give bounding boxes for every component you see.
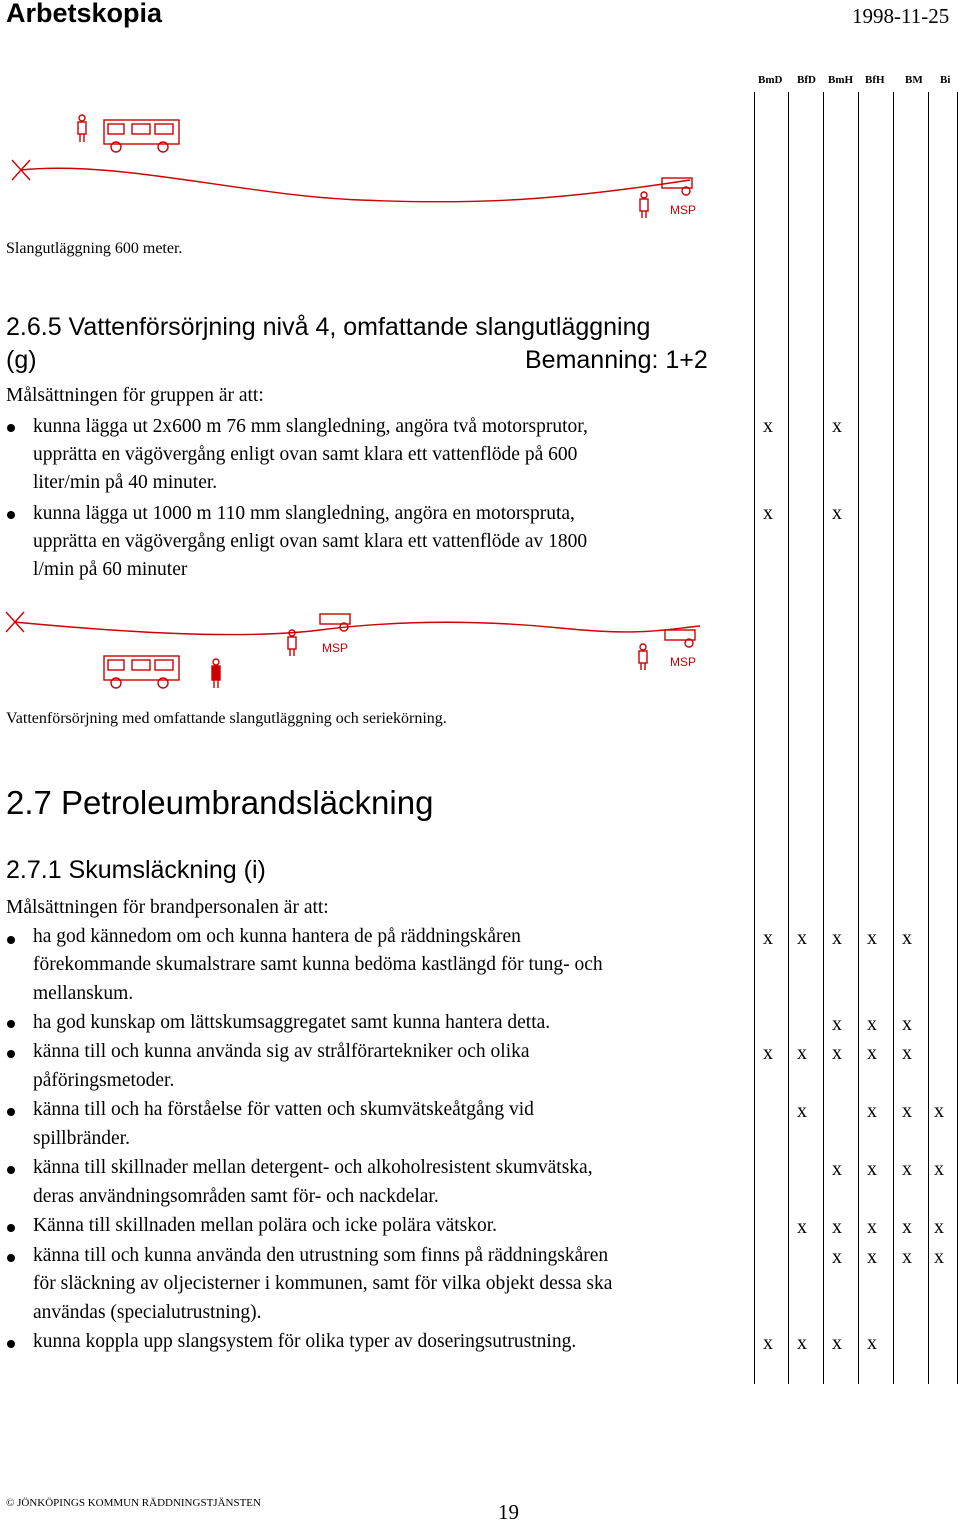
msp-label: MSP	[322, 641, 349, 655]
check-mark: x	[902, 1246, 912, 1268]
goal-intro: Målsättningen för brandpersonalen är att:	[6, 897, 329, 918]
item-text: känna till och ha förståelse för vatten och skumvätskeåtgång vid	[33, 1099, 534, 1120]
check-mark: x	[763, 502, 773, 524]
check-mark: x	[832, 927, 842, 949]
check-mark: x	[867, 1332, 877, 1354]
check-mark: x	[832, 1013, 842, 1035]
bullet	[7, 1254, 15, 1262]
bullet	[7, 1340, 15, 1348]
staffing-label: Bemanning: 1+2	[525, 346, 708, 374]
check-mark: x	[934, 1216, 944, 1238]
check-mark: x	[902, 927, 912, 949]
bullet	[7, 424, 15, 432]
check-mark: x	[832, 1158, 842, 1180]
column-divider	[957, 92, 958, 1384]
item-text: liter/min på 40 minuter.	[33, 472, 218, 493]
column-header-bfh: BfH	[865, 74, 885, 86]
check-mark: x	[867, 1042, 877, 1064]
bullet	[7, 511, 15, 519]
check-mark: x	[867, 1158, 877, 1180]
item-text: kunna lägga ut 1000 m 110 mm slangledning, angöra en motorspruta,	[33, 503, 575, 524]
item-text: l/min på 60 minuter	[33, 559, 188, 580]
check-mark: x	[902, 1042, 912, 1064]
check-mark: x	[797, 1216, 807, 1238]
item-text: deras användningsområden samt för- och nackdelar.	[33, 1186, 439, 1207]
section-heading-suffix: (g)	[6, 346, 37, 374]
check-mark: x	[763, 1042, 773, 1064]
item-text: förekommande skumalstrare samt kunna bedöma kastlängd för tung- och	[33, 954, 603, 975]
item-text: Känna till skillnaden mellan polära och icke polära vätskor.	[33, 1215, 498, 1236]
check-mark: x	[902, 1216, 912, 1238]
document-date: 1998-11-25	[852, 4, 950, 28]
item-text: påföringsmetoder.	[33, 1070, 175, 1091]
check-mark: x	[763, 927, 773, 949]
column-divider	[823, 92, 824, 1384]
check-mark: x	[934, 1246, 944, 1268]
column-divider	[754, 92, 755, 1384]
section-heading: 2.7.1 Skumsläckning (i)	[6, 856, 266, 884]
check-mark: x	[934, 1158, 944, 1180]
item-text: mellanskum.	[33, 983, 134, 1004]
check-mark: x	[902, 1158, 912, 1180]
check-mark: x	[832, 1216, 842, 1238]
item-text: känna till och kunna använda den utrustning som finns på räddningskåren	[33, 1245, 609, 1266]
check-mark: x	[797, 1332, 807, 1354]
check-mark: x	[832, 1042, 842, 1064]
series-pumping-diagram	[0, 600, 740, 700]
bullet	[7, 1020, 15, 1028]
check-mark: x	[832, 502, 842, 524]
footer-organization: © JÖNKÖPINGS KOMMUN RÄDDNINGSTJÄNSTEN	[6, 1497, 261, 1509]
msp-label: MSP	[670, 203, 697, 217]
document-title: Arbetskopia	[6, 0, 163, 28]
item-text: upprätta en vägövergång enligt ovan samt klara ett vattenflöde av 1800	[33, 531, 588, 552]
item-text: ha god kännedom om och kunna hantera de på räddningskåren	[33, 926, 521, 947]
check-mark: x	[832, 1246, 842, 1268]
check-mark: x	[902, 1013, 912, 1035]
check-mark: x	[763, 415, 773, 437]
hose-layout-diagram	[0, 100, 740, 330]
chapter-heading: 2.7 Petroleumbrandsläckning	[6, 784, 434, 821]
section-heading: 2.6.5 Vattenförsörjning nivå 4, omfattande slangutläggning	[6, 313, 651, 341]
check-mark: x	[867, 927, 877, 949]
check-mark: x	[934, 1100, 944, 1122]
goal-intro: Målsättningen för gruppen är att:	[6, 385, 264, 406]
column-header-bi: Bi	[940, 74, 951, 86]
item-text: känna till och kunna använda sig av strålförartekniker och olika	[33, 1041, 530, 1062]
bullet	[7, 936, 15, 944]
item-text: ha god kunskap om lättskumsaggregatet samt kunna hantera detta.	[33, 1012, 551, 1033]
check-mark: x	[867, 1013, 877, 1035]
check-mark: x	[867, 1100, 877, 1122]
check-mark: x	[902, 1100, 912, 1122]
check-mark: x	[832, 1332, 842, 1354]
item-text: känna till skillnader mellan detergent- och alkoholresistent skumvätska,	[33, 1157, 593, 1178]
page-number: 19	[498, 1500, 519, 1524]
item-text: spillbränder.	[33, 1128, 130, 1149]
item-text: för släckning av oljecisterner i kommunen, samt för vilka objekt dessa ska	[33, 1273, 613, 1294]
bullet	[7, 1166, 15, 1174]
check-mark: x	[867, 1246, 877, 1268]
msp-label: MSP	[670, 655, 697, 669]
check-mark: x	[867, 1216, 877, 1238]
item-text: användas (specialutrustning).	[33, 1302, 262, 1323]
column-header-bfd: BfD	[797, 74, 816, 86]
check-mark: x	[832, 415, 842, 437]
check-mark: x	[763, 1332, 773, 1354]
column-divider	[893, 92, 894, 1384]
figure-caption: Slangutläggning 600 meter.	[6, 240, 183, 257]
check-mark: x	[797, 1100, 807, 1122]
column-divider	[928, 92, 929, 1384]
column-divider	[858, 92, 859, 1384]
bullet	[7, 1224, 15, 1232]
column-divider	[788, 92, 789, 1384]
item-text: upprätta en vägövergång enligt ovan samt klara ett vattenflöde på 600	[33, 444, 578, 465]
column-header-bmd: BmD	[758, 74, 783, 86]
check-mark: x	[797, 927, 807, 949]
figure-caption: Vattenförsörjning med omfattande slangutläggning och seriekörning.	[6, 710, 447, 727]
check-mark: x	[797, 1042, 807, 1064]
bullet	[7, 1108, 15, 1116]
item-text: kunna koppla upp slangsystem för olika typer av doseringsutrustning.	[33, 1331, 577, 1352]
column-header-bm: BM	[905, 74, 923, 86]
item-text: kunna lägga ut 2x600 m 76 mm slangledning, angöra två motorsprutor,	[33, 416, 588, 437]
bullet	[7, 1050, 15, 1058]
column-header-bmh: BmH	[828, 74, 854, 86]
